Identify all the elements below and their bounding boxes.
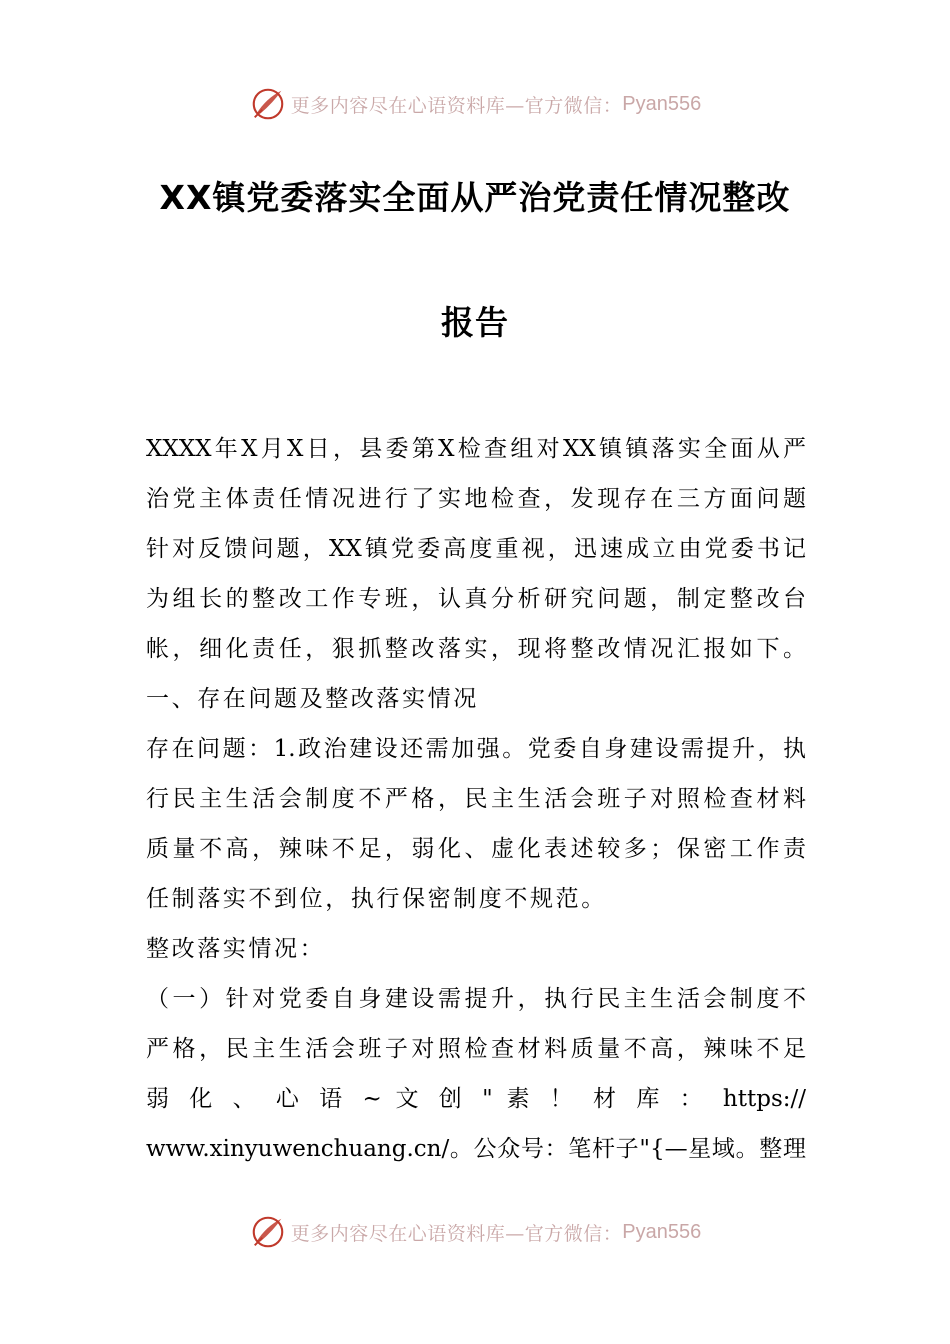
banner-text: 更多内容尽在心语资料库—官方微信：	[290, 1222, 623, 1245]
footer-banner	[0, 1212, 950, 1252]
document-body	[146, 424, 806, 1174]
body-line: 严格，民主生活会班子对照检查材料质量不高，辣味不足	[146, 1036, 806, 1062]
body-line: 帐，细化责任，狠抓整改落实，现将整改情况汇报如下。	[146, 636, 806, 662]
body-line: 质量不高，辣味不足，弱化、虚化表述较多；保密工作责	[146, 836, 806, 862]
section-heading: 一、存在问题及整改落实情况	[146, 686, 479, 712]
body-line: （一）针对党委自身建设需提升，执行民主生活会制度不	[146, 986, 806, 1012]
body-line: 行民主生活会制度不严格，民主生活会班子对照检查材料	[146, 786, 806, 812]
body-line: XXXX年X月X日，县委第X检查组对XX镇镇落实全面从严	[146, 436, 806, 462]
body-line: 任制落实不到位，执行保密制度不规范。	[146, 886, 607, 912]
body-line: 针对反馈问题，XX镇党委高度重视，迅速成立由党委书记	[146, 536, 806, 562]
document-title-line2: 报告	[441, 303, 509, 342]
quill-logo-icon	[249, 1213, 287, 1251]
document-title-line1: XX镇党委落实全面从严治党责任情况整改	[159, 178, 791, 217]
body-line: 存在问题：1.政治建设还需加强。党委自身建设需提升，执	[146, 736, 806, 762]
body-line-watermark: 弱 化 、 心 语 ~ 文 创 " 素 ！ 材 库 ： https://	[146, 1086, 806, 1112]
body-line: www.xinyuwenchuang.cn/。公众号：笔杆子"{—星域。整理	[146, 1136, 806, 1162]
banner-text: 更多内容尽在心语资料库—官方微信：	[290, 94, 623, 117]
banner-wechat-id: Pyan556	[622, 1220, 702, 1243]
body-line: 为组长的整改工作专班，认真分析研究问题，制定整改台	[146, 586, 806, 612]
quill-logo-icon	[249, 85, 287, 123]
header-banner	[0, 84, 950, 124]
subsection-heading: 整改落实情况：	[146, 936, 326, 962]
body-line: 治党主体责任情况进行了实地检查，发现存在三方面问题	[146, 486, 806, 512]
banner-wechat-id: Pyan556	[622, 92, 702, 115]
